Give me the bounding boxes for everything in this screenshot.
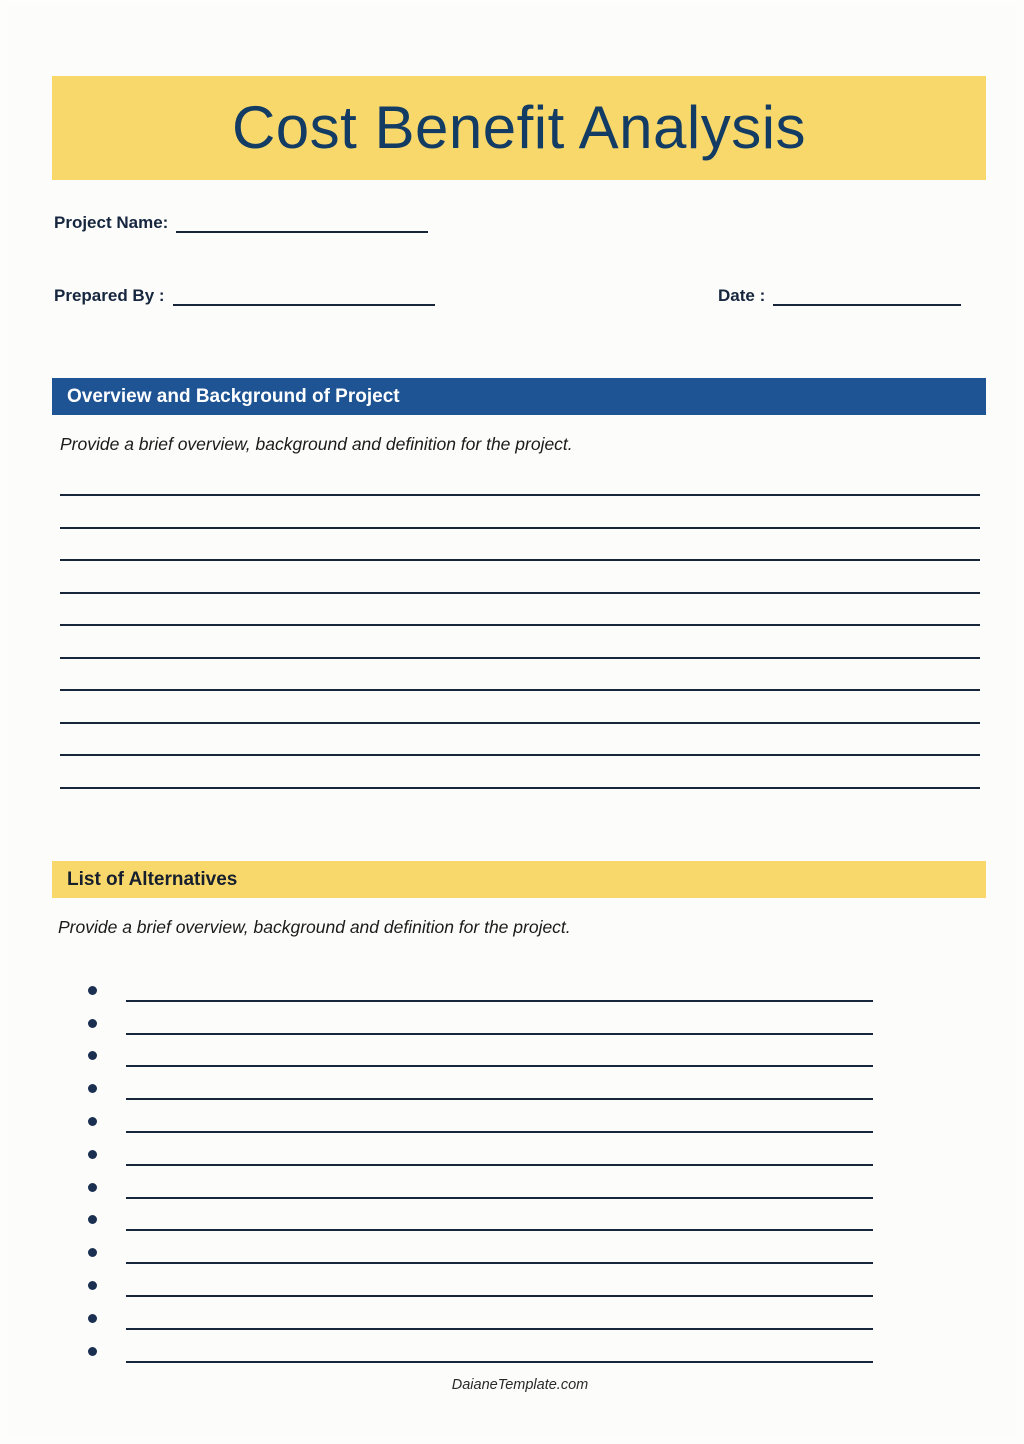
list-item[interactable] (88, 1007, 888, 1040)
bullet-dot-icon (88, 986, 97, 995)
alternative-input-rule[interactable] (126, 1295, 873, 1297)
list-item[interactable] (88, 1335, 888, 1368)
list-item[interactable] (88, 1105, 888, 1138)
alternative-input-rule[interactable] (126, 1033, 873, 1035)
bullet-dot-icon (88, 1281, 97, 1290)
alternative-input-rule[interactable] (126, 1098, 873, 1100)
bullet-dot-icon (88, 1150, 97, 1159)
page-title: Cost Benefit Analysis (231, 94, 807, 161)
bullet-dot-icon (88, 1117, 97, 1126)
list-item[interactable] (88, 1171, 888, 1204)
date-label: Date : (718, 286, 766, 305)
list-item[interactable] (88, 1302, 888, 1335)
document-title-banner (52, 76, 986, 180)
list-item[interactable] (88, 1138, 888, 1171)
bullet-dot-icon (88, 1084, 97, 1093)
overview-writing-line[interactable] (60, 722, 980, 724)
list-item[interactable] (88, 1072, 888, 1105)
overview-writing-line[interactable] (60, 624, 980, 626)
alternatives-instruction-text: Provide a brief overview, background and definition for the project. (58, 917, 571, 937)
alternative-input-rule[interactable] (126, 1000, 873, 1002)
date-field[interactable] (718, 287, 961, 306)
section-header-overview-label: Overview and Background of Project (67, 386, 400, 407)
bullet-dot-icon (88, 1347, 97, 1356)
overview-writing-line[interactable] (60, 689, 980, 691)
bullet-dot-icon (88, 1248, 97, 1257)
page-footer (8, 1376, 1024, 1394)
section-header-alternatives-label: List of Alternatives (67, 869, 238, 890)
date-input-rule[interactable] (773, 303, 961, 306)
alternative-input-rule[interactable] (126, 1164, 873, 1166)
list-item[interactable] (88, 1236, 888, 1269)
alternative-input-rule[interactable] (126, 1197, 873, 1199)
bullet-dot-icon (88, 1019, 97, 1028)
section-header-alternatives (52, 861, 986, 898)
list-item[interactable] (88, 974, 888, 1007)
prepared-by-field[interactable] (54, 287, 435, 306)
project-name-label: Project Name: (54, 213, 169, 232)
project-name-input-rule[interactable] (176, 230, 428, 233)
project-name-field[interactable] (54, 214, 428, 233)
overview-instruction-text: Provide a brief overview, background and definition for the project. (60, 434, 573, 454)
page-sheet (8, 6, 1016, 1438)
bullet-dot-icon (88, 1051, 97, 1060)
prepared-by-input-rule[interactable] (173, 303, 435, 306)
section-header-overview (52, 378, 986, 415)
alternative-input-rule[interactable] (126, 1065, 873, 1067)
alternative-input-rule[interactable] (126, 1262, 873, 1264)
overview-writing-line[interactable] (60, 657, 980, 659)
bullet-dot-icon (88, 1314, 97, 1323)
list-item[interactable] (88, 1204, 888, 1237)
bullet-dot-icon (88, 1215, 97, 1224)
alternative-input-rule[interactable] (126, 1229, 873, 1231)
footer-watermark-text: DaianeTemplate.com (451, 1377, 589, 1393)
alternative-input-rule[interactable] (126, 1361, 873, 1363)
list-item[interactable] (88, 1269, 888, 1302)
list-item[interactable] (88, 1040, 888, 1073)
overview-writing-lines[interactable] (60, 494, 980, 819)
alternatives-bullet-list[interactable] (88, 974, 888, 1368)
bullet-dot-icon (88, 1183, 97, 1192)
overview-writing-line[interactable] (60, 754, 980, 756)
overview-writing-line[interactable] (60, 787, 980, 789)
prepared-by-label: Prepared By : (54, 286, 165, 305)
overview-writing-line[interactable] (60, 527, 980, 529)
alternative-input-rule[interactable] (126, 1328, 873, 1330)
overview-writing-line[interactable] (60, 494, 980, 496)
overview-writing-line[interactable] (60, 559, 980, 561)
alternative-input-rule[interactable] (126, 1131, 873, 1133)
overview-writing-line[interactable] (60, 592, 980, 594)
